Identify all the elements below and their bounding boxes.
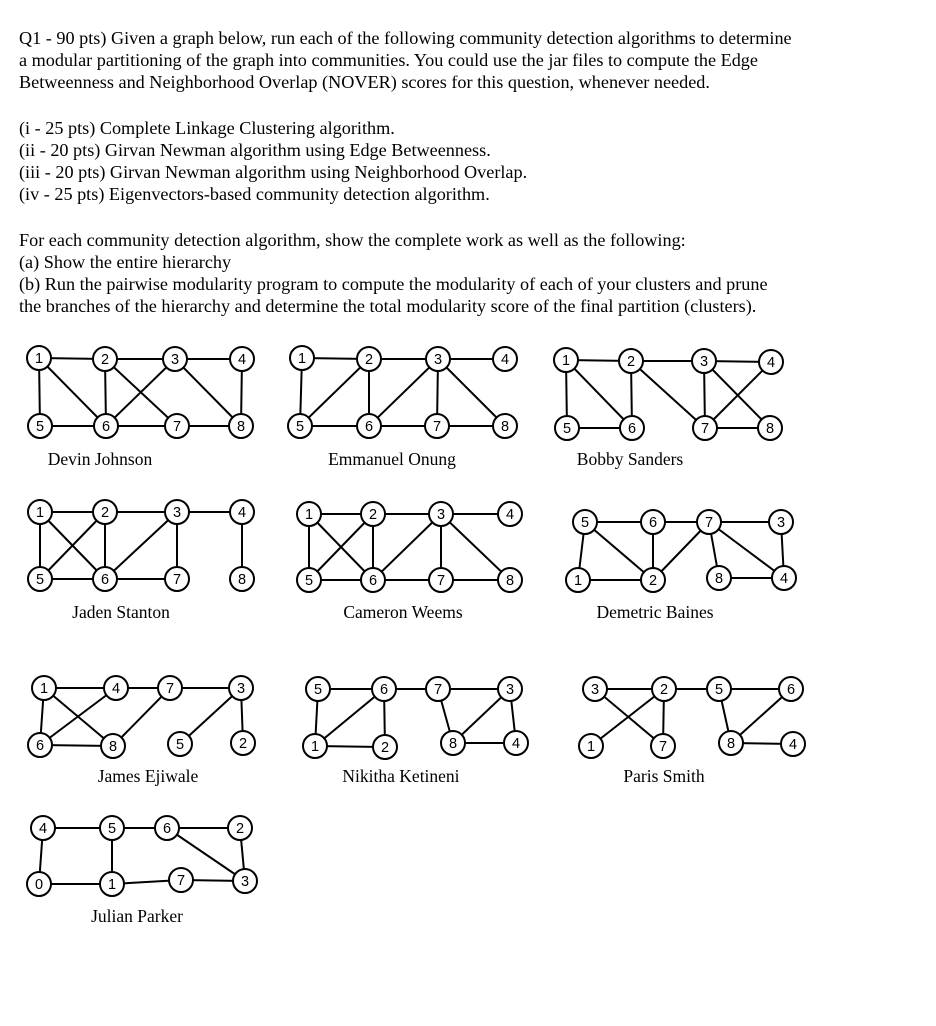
node-label: 2 (100, 352, 110, 368)
graph-edge (300, 359, 369, 426)
graph-node (155, 816, 179, 840)
node-label: 4 (766, 355, 776, 371)
graph-node (165, 500, 189, 524)
graph-figure (303, 677, 528, 786)
graph-node (504, 731, 528, 755)
instruction-line: For each community detection algorithm, show the complete work as well as the following: (19, 230, 686, 250)
graph-node (100, 872, 124, 896)
graph-node (425, 414, 449, 438)
graph-node (498, 502, 522, 526)
graph-node (429, 502, 453, 526)
graph-node (429, 568, 453, 592)
node-label: 4 (237, 352, 247, 368)
graph-node (426, 347, 450, 371)
node-label: 3 (433, 352, 443, 368)
graph-node (230, 347, 254, 371)
graph-node (27, 872, 51, 896)
graph-node (28, 414, 52, 438)
node-label: 2 (364, 352, 374, 368)
node-label: 7 (704, 515, 714, 531)
graph-edge (105, 512, 177, 579)
graph-node (372, 677, 396, 701)
graph-caption: Jaden Stanton (72, 602, 170, 622)
node-label: 2 (368, 507, 378, 523)
node-label: 1 (304, 507, 314, 523)
graph-caption: Paris Smith (623, 766, 705, 786)
node-label: 1 (297, 351, 307, 367)
task-item: (iii - 20 pts) Girvan Newman algorithm using Neighborhood Overlap. (19, 162, 528, 182)
graph-node (620, 416, 644, 440)
node-label: 1 (310, 739, 320, 755)
graph-node (228, 816, 252, 840)
node-label: 1 (586, 739, 596, 755)
node-label: 5 (580, 515, 590, 531)
node-label: 4 (788, 737, 798, 753)
graph-node (426, 677, 450, 701)
node-label: 4 (500, 352, 510, 368)
node-label: 1 (39, 681, 49, 697)
graph-node (583, 677, 607, 701)
graph-figure (579, 677, 805, 786)
node-label: 7 (658, 739, 668, 755)
graph-node (493, 347, 517, 371)
node-label: 1 (34, 351, 44, 367)
node-label: 0 (34, 877, 44, 893)
node-label: 1 (35, 505, 45, 521)
graph-node (231, 731, 255, 755)
graph-node (361, 502, 385, 526)
graph-node (27, 346, 51, 370)
node-label: 8 (236, 419, 246, 435)
node-label: 7 (165, 681, 175, 697)
node-label: 8 (505, 573, 515, 589)
graph-caption: Cameron Weems (343, 602, 463, 622)
node-label: 4 (779, 571, 789, 587)
graph-node (93, 500, 117, 524)
graph-node (93, 347, 117, 371)
node-label: 6 (368, 573, 378, 589)
graph-node (692, 349, 716, 373)
node-label: 2 (648, 573, 658, 589)
node-label: 6 (100, 572, 110, 588)
graph-figure (27, 346, 254, 469)
node-label: 2 (380, 740, 390, 756)
graph-node (169, 868, 193, 892)
graph-node (101, 734, 125, 758)
node-label: 6 (786, 682, 796, 698)
graph-node (493, 414, 517, 438)
graph-edge (373, 514, 441, 580)
intro-line: a modular partitioning of the graph into communities. You could use the jar files to compute the Edge (19, 50, 758, 70)
node-label: 5 (35, 419, 45, 435)
graph-node (555, 416, 579, 440)
graph-node (28, 733, 52, 757)
graph-node (361, 568, 385, 592)
graph-node (158, 676, 182, 700)
node-label: 7 (432, 419, 442, 435)
task-item: (i - 25 pts) Complete Linkage Clustering algorithm. (19, 118, 395, 138)
graph-edge (369, 359, 438, 426)
graph-node (230, 500, 254, 524)
node-label: 5 (175, 737, 185, 753)
intro-line: Betweenness and Neighborhood Overlap (NOVER) scores for this question, whenever needed. (19, 72, 710, 92)
node-label: 6 (364, 419, 374, 435)
graph-node (697, 510, 721, 534)
node-label: 5 (304, 573, 314, 589)
graph-figure (288, 346, 517, 469)
graph-node (758, 416, 782, 440)
graph-node (357, 347, 381, 371)
graph-node (93, 567, 117, 591)
node-label: 7 (700, 421, 710, 437)
task-item: (iv - 25 pts) Eigenvectors-based community detection algorithm. (19, 184, 490, 204)
node-label: 8 (108, 739, 118, 755)
node-label: 4 (511, 736, 521, 752)
graph-caption: James Ejiwale (97, 766, 199, 786)
graph-edge (585, 522, 653, 580)
graph-node (566, 568, 590, 592)
node-label: 3 (590, 682, 600, 698)
graph-edge (631, 361, 705, 428)
node-label: 6 (101, 419, 111, 435)
node-label: 7 (172, 419, 182, 435)
graph-figure (28, 500, 254, 622)
instruction-line: the branches of the hierarchy and determine the total modularity score of the final partition (clusters). (19, 296, 757, 316)
node-label: 6 (648, 515, 658, 531)
graph-node (230, 567, 254, 591)
graph-node (573, 510, 597, 534)
node-label: 8 (765, 421, 775, 437)
node-label: 5 (295, 419, 305, 435)
node-label: 8 (714, 571, 724, 587)
graph-node (94, 414, 118, 438)
graph-node (652, 677, 676, 701)
graph-figure (554, 348, 783, 469)
node-label: 3 (236, 681, 246, 697)
graph-node (288, 414, 312, 438)
graph-node (719, 731, 743, 755)
node-label: 2 (235, 821, 245, 837)
graph-caption: Emmanuel Onung (328, 449, 456, 469)
node-label: 3 (172, 505, 182, 521)
node-label: 3 (505, 682, 515, 698)
node-label: 5 (714, 682, 724, 698)
graph-node (104, 676, 128, 700)
graph-node (641, 510, 665, 534)
graph-caption: Nikitha Ketineni (342, 766, 460, 786)
node-label: 6 (35, 738, 45, 754)
node-label: 8 (448, 736, 458, 752)
graph-node (357, 414, 381, 438)
graph-node (32, 676, 56, 700)
graph-node (297, 568, 321, 592)
graph-node (163, 347, 187, 371)
node-label: 8 (500, 419, 510, 435)
graph-caption: Bobby Sanders (576, 449, 684, 469)
node-label: 6 (379, 682, 389, 698)
graph-node (651, 734, 675, 758)
graph-node (441, 731, 465, 755)
graph-node (769, 510, 793, 534)
node-label: 1 (107, 877, 117, 893)
node-label: 3 (699, 354, 709, 370)
node-label: 8 (237, 572, 247, 588)
graph-node (100, 816, 124, 840)
graph-node (31, 816, 55, 840)
graph-node (306, 677, 330, 701)
graph-node (693, 416, 717, 440)
graph-node (707, 677, 731, 701)
graph-figure (28, 676, 255, 786)
node-label: 5 (107, 821, 117, 837)
graph-node (781, 732, 805, 756)
graph-node (554, 348, 578, 372)
graph-node (229, 676, 253, 700)
graph-edge (441, 514, 510, 580)
graph-node (165, 567, 189, 591)
graph-node (168, 732, 192, 756)
instruction-line: (a) Show the entire hierarchy (19, 252, 232, 272)
node-label: 4 (505, 507, 515, 523)
graph-caption: Julian Parker (91, 906, 183, 926)
node-label: 2 (626, 354, 636, 370)
graph-node (641, 568, 665, 592)
node-label: 5 (35, 572, 45, 588)
graph-node (165, 414, 189, 438)
graph-node (579, 734, 603, 758)
graph-node (707, 566, 731, 590)
node-label: 4 (111, 681, 121, 697)
node-label: 6 (162, 821, 172, 837)
node-label: 7 (176, 873, 186, 889)
node-label: 5 (562, 421, 572, 437)
node-label: 2 (659, 682, 669, 698)
graph-caption: Devin Johnson (47, 449, 153, 469)
graph-node (28, 500, 52, 524)
node-label: 7 (436, 573, 446, 589)
graph-edge (438, 359, 505, 426)
node-label: 4 (237, 505, 247, 521)
graph-node (28, 567, 52, 591)
node-label: 1 (561, 353, 571, 369)
task-item: (ii - 20 pts) Girvan Newman algorithm using Edge Betweenness. (19, 140, 491, 160)
node-label: 4 (38, 821, 48, 837)
graph-figure (297, 502, 522, 622)
graph-node (779, 677, 803, 701)
graph-node (233, 869, 257, 893)
graph-node (619, 349, 643, 373)
graph-figure (27, 816, 257, 926)
node-label: 2 (238, 736, 248, 752)
node-label: 3 (170, 352, 180, 368)
node-label: 7 (172, 572, 182, 588)
graph-caption: Demetric Baines (596, 602, 714, 622)
graph-node (229, 414, 253, 438)
graph-node (759, 350, 783, 374)
graph-figure (566, 510, 796, 622)
node-label: 5 (313, 682, 323, 698)
node-label: 1 (573, 573, 583, 589)
node-label: 3 (776, 515, 786, 531)
node-label: 7 (433, 682, 443, 698)
graph-node (498, 568, 522, 592)
graph-node (373, 735, 397, 759)
node-label: 3 (436, 507, 446, 523)
node-label: 6 (627, 421, 637, 437)
intro-line: Q1 - 90 pts) Given a graph below, run each of the following community detection algorithms to determine (19, 28, 792, 48)
graph-node (498, 677, 522, 701)
graph-node (772, 566, 796, 590)
graph-node (297, 502, 321, 526)
instruction-line: (b) Run the pairwise modularity program to compute the modularity of each of your clusters and prune (19, 274, 768, 294)
graph-node (303, 734, 327, 758)
graph-node (290, 346, 314, 370)
node-label: 8 (726, 736, 736, 752)
node-label: 3 (240, 874, 250, 890)
node-label: 2 (100, 505, 110, 521)
